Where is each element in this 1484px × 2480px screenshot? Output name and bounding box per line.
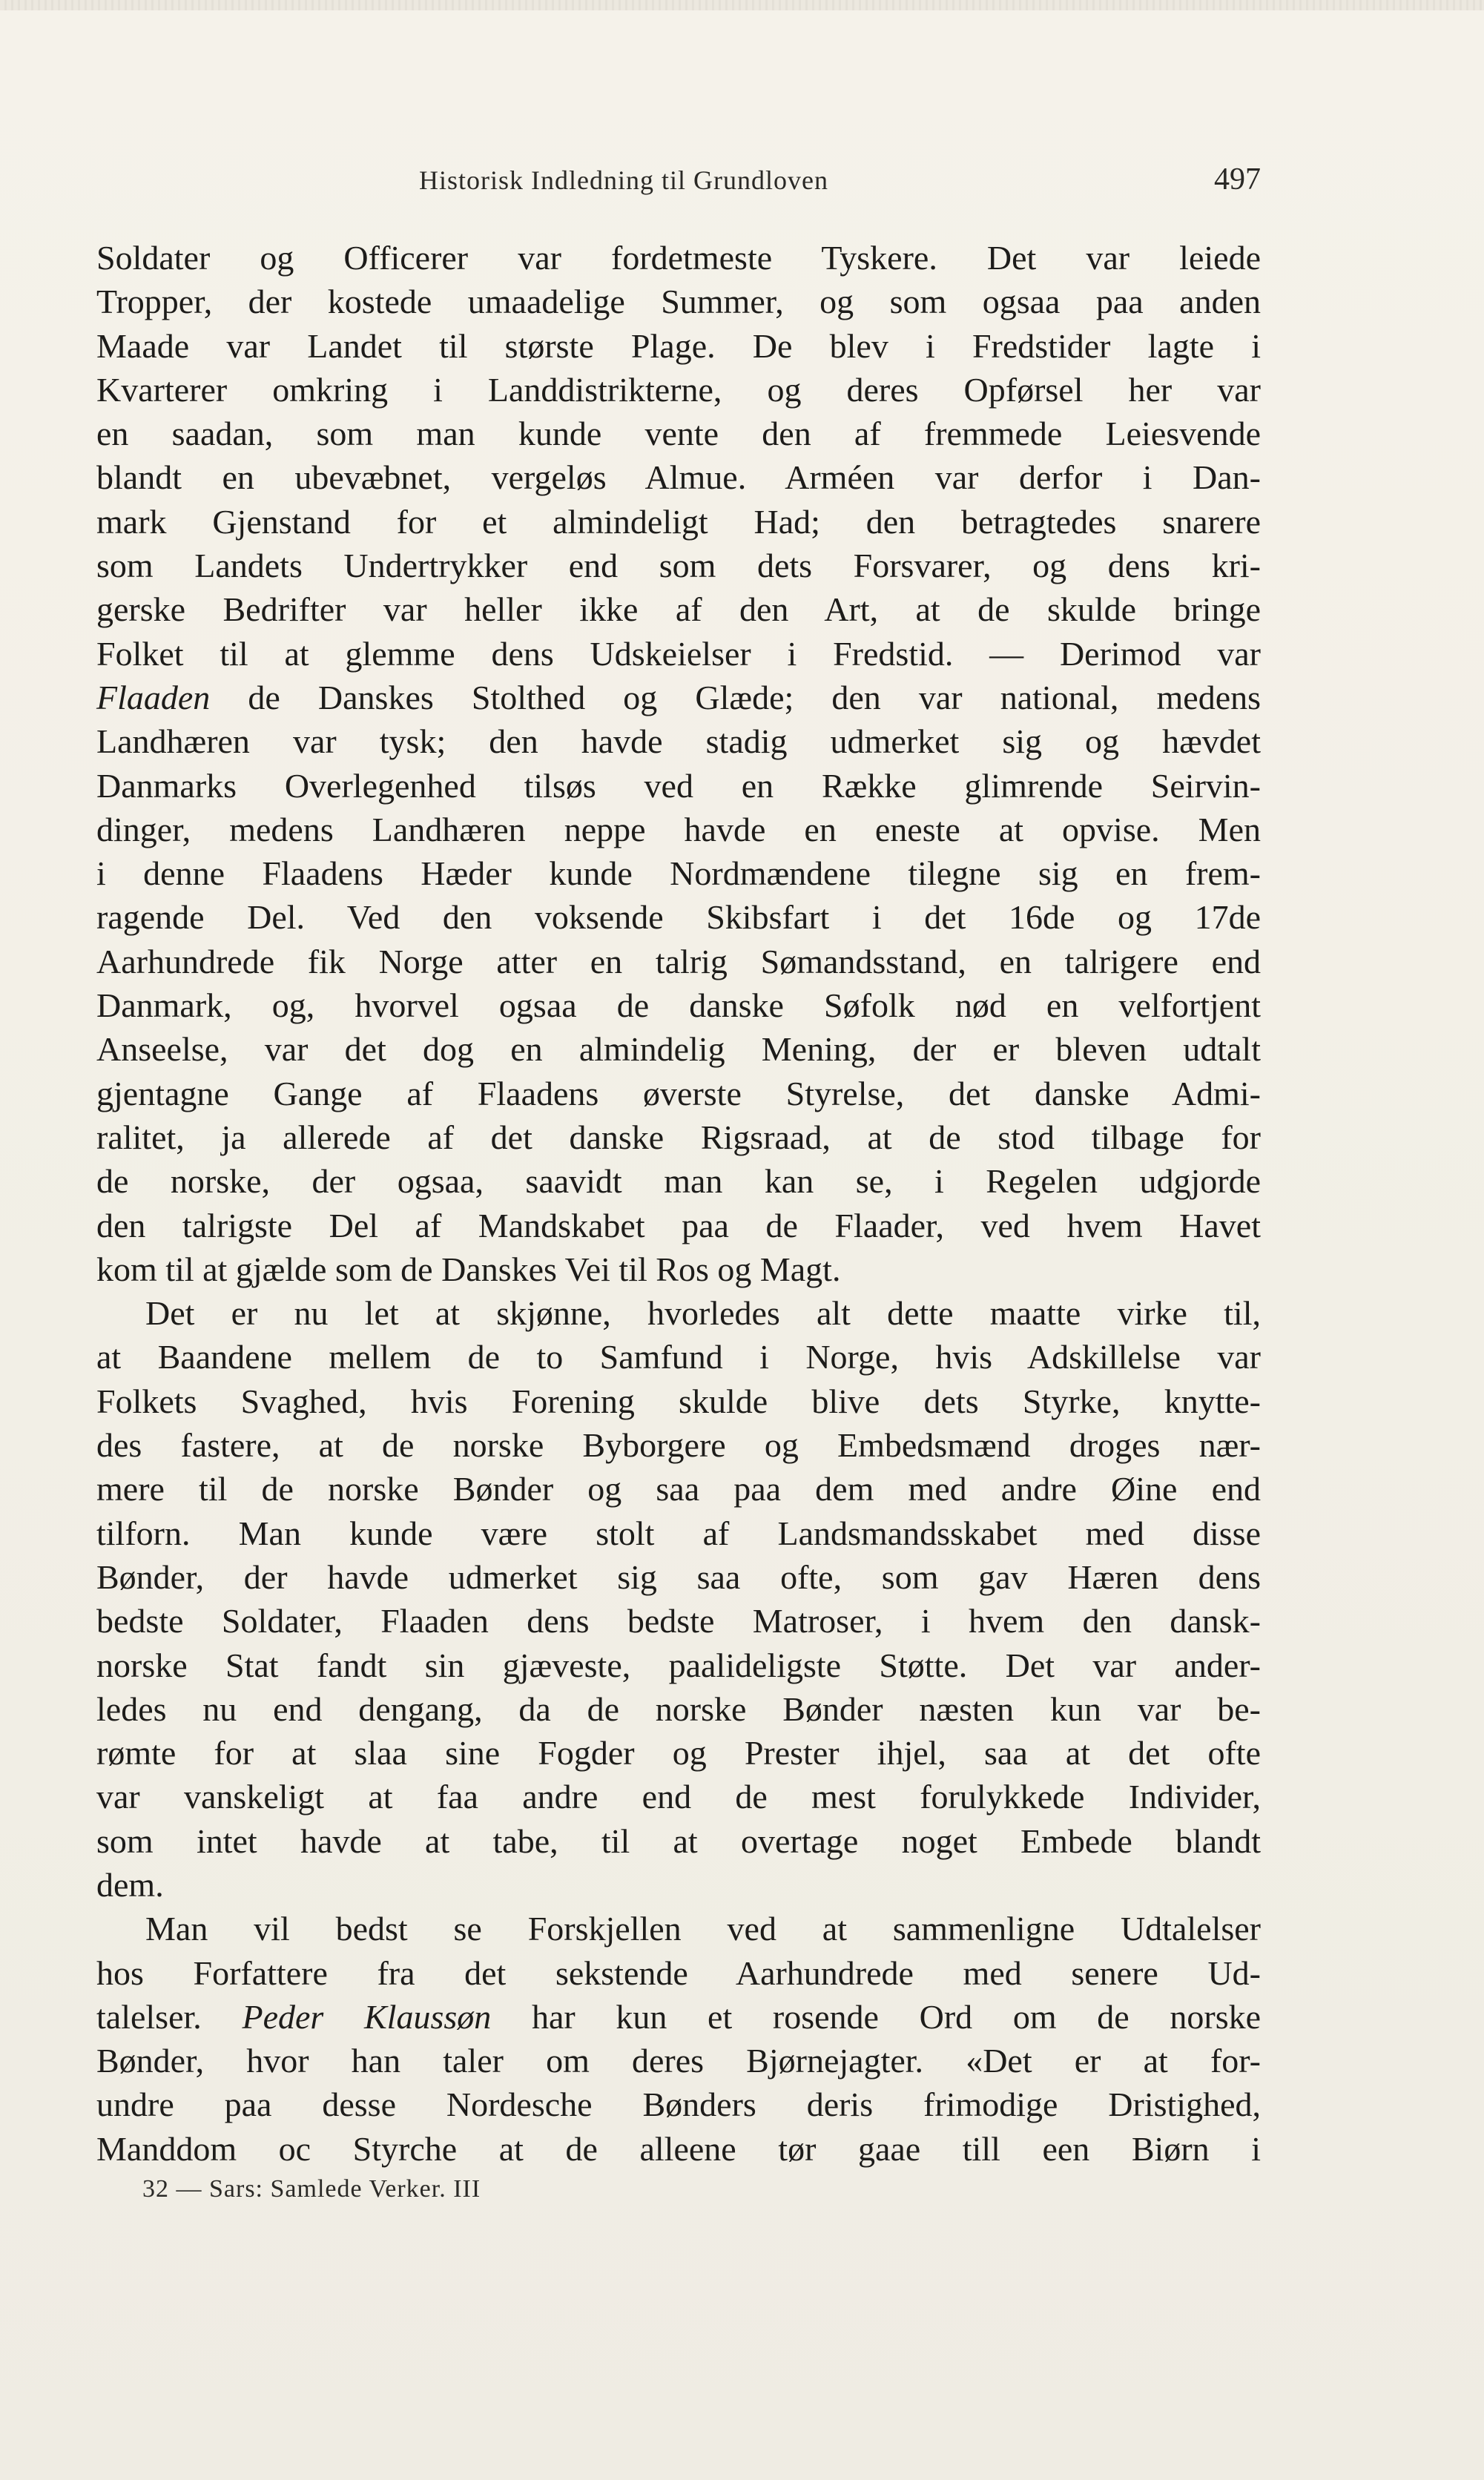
text-line: dem. bbox=[96, 1865, 164, 1904]
italic-author-name: Peder Klaussøn bbox=[242, 1997, 492, 2036]
text-line: Det er nu let at skjønne, hvorledes alt dette maatte virke til, bbox=[145, 1294, 1261, 1333]
text-line: Bønder, der havde udmerket sig saa ofte, som gav Hæren dens bbox=[96, 1557, 1261, 1596]
text-line: som Landets Undertrykker end som dets Forsvarer, og dens kri- bbox=[96, 547, 1261, 585]
italic-term: Flaaden bbox=[96, 678, 211, 716]
text-line: norske Stat fandt sin gjæveste, paalideligste Støtte. Det var ander- bbox=[96, 1646, 1261, 1684]
text-line-mixed bbox=[96, 676, 1261, 719]
text-run: har kun et rosende Ord om de norske bbox=[531, 1997, 1262, 2036]
text-line: undre paa desse Nordesche Bønders deris frimodige Dristighed, bbox=[96, 2085, 1261, 2124]
text-line: Danmark, og, hvorvel ogsaa de danske Søfolk nød en velfortjent bbox=[96, 986, 1261, 1025]
text-line: Kvarterer omkring i Landdistrikterne, og deres Opførsel her var bbox=[96, 370, 1261, 409]
paragraph-2 bbox=[96, 1291, 1261, 1907]
page-top-edge bbox=[0, 0, 1484, 10]
text-line: Bønder, hvor han taler om deres Bjørnejagter. «Det er at for- bbox=[96, 2042, 1261, 2080]
paragraph-1 bbox=[96, 236, 1261, 1291]
text-line: Soldater og Officerer var fordetmeste Tyskere. Det var leiede bbox=[96, 239, 1261, 277]
text-line: Anseelse, var det dog en almindelig Mening, der er bleven udtalt bbox=[96, 1030, 1261, 1069]
text-run: talelser. bbox=[96, 1997, 202, 2036]
text-line: dinger, medens Landhæren neppe havde en eneste at opvise. Men bbox=[96, 810, 1261, 848]
text-line: de norske, der ogsaa, saavidt man kan se, i Regelen udgjorde bbox=[96, 1162, 1261, 1201]
text-run: de Danskes Stolthed og Glæde; den var national, medens bbox=[248, 678, 1262, 716]
body-text bbox=[96, 236, 1261, 2171]
text-line: en saadan, som man kunde vente den af fremmede Leiesvende bbox=[96, 415, 1261, 453]
text-line: ragende Del. Ved den voksende Skibsfart i det 16de og 17de bbox=[96, 898, 1261, 937]
text-line: bedste Soldater, Flaaden dens bedste Matroser, i hvem den dansk- bbox=[96, 1602, 1261, 1640]
text-line: Manddom oc Styrche at de alleene tør gaae till een Biørn i bbox=[96, 2129, 1261, 2168]
text-line: Danmarks Overlegenhed tilsøs ved en Række glimrende Seirvin- bbox=[96, 766, 1261, 805]
text-line: hos Forfattere fra det sekstende Aarhundrede med senere Ud- bbox=[96, 1953, 1261, 1992]
text-line: tilforn. Man kunde være stolt af Landsmandsskabet med disse bbox=[96, 1514, 1261, 1552]
text-line: at Baandene mellem de to Samfund i Norge, hvis Adskillelse var bbox=[96, 1338, 1261, 1376]
text-line: mark Gjenstand for et almindeligt Had; den betragtedes snarere bbox=[96, 502, 1261, 541]
text-line: Tropper, der kostede umaadelige Summer, og som ogsaa paa anden bbox=[96, 283, 1261, 321]
text-line: Landhæren var tysk; den havde stadig udmerket sig og hævdet bbox=[96, 722, 1261, 761]
text-line: mere til de norske Bønder og saa paa dem med andre Øine end bbox=[96, 1470, 1261, 1508]
text-line: blandt en ubevæbnet, vergeløs Almue. Arméen var derfor i Dan- bbox=[96, 458, 1261, 497]
text-line: som intet havde at tabe, til at overtage noget Embede blandt bbox=[96, 1821, 1261, 1860]
text-line: Maade var Landet til største Plage. De blev i Fredstider lagte i bbox=[96, 326, 1261, 365]
page-number: 497 bbox=[1214, 162, 1261, 197]
text-line: Folket til at glemme dens Udskeielser i Fredstid. — Derimod var bbox=[96, 634, 1261, 673]
text-line: Man vil bedst se Forskjellen ved at sammenligne Udtalelser bbox=[145, 1910, 1261, 1948]
text-line: rømte for at slaa sine Fogder og Prester ihjel, saa at det ofte bbox=[96, 1734, 1261, 1772]
text-line: var vanskeligt at faa andre end de mest forulykkede Individer, bbox=[96, 1778, 1261, 1816]
text-line: ralitet, ja allerede af det danske Rigsraad, at de stod tilbage for bbox=[96, 1118, 1261, 1156]
running-head bbox=[96, 162, 1261, 209]
text-line: gjentagne Gange af Flaadens øverste Styrelse, det danske Admi- bbox=[96, 1074, 1261, 1112]
text-line: kom til at gjælde som de Danskes Vei til Ros og Magt. bbox=[96, 1250, 841, 1288]
text-line: den talrigste Del af Mandskabet paa de Flaader, ved hvem Havet bbox=[96, 1206, 1261, 1244]
running-title: Historisk Indledning til Grundloven bbox=[419, 165, 828, 195]
text-line: Folkets Svaghed, hvis Forening skulde blive dets Styrke, knytte- bbox=[96, 1382, 1261, 1420]
text-line: gerske Bedrifter var heller ikke af den Art, at de skulde bringe bbox=[96, 590, 1261, 629]
signature-footer: 32 — Sars: Samlede Verker. III bbox=[142, 2175, 481, 2203]
text-line: Aarhundrede fik Norge atter en talrig Sømandsstand, en talrigere end bbox=[96, 942, 1261, 980]
text-line-mixed bbox=[96, 1995, 1261, 2039]
text-line: des fastere, at de norske Byborgere og Embedsmænd droges nær- bbox=[96, 1426, 1261, 1465]
text-line: ledes nu end dengang, da de norske Bønder næsten kun var be- bbox=[96, 1689, 1261, 1728]
text-line: i denne Flaadens Hæder kunde Nordmændene tilegne sig en frem- bbox=[96, 854, 1261, 893]
paragraph-3 bbox=[96, 1907, 1261, 2171]
